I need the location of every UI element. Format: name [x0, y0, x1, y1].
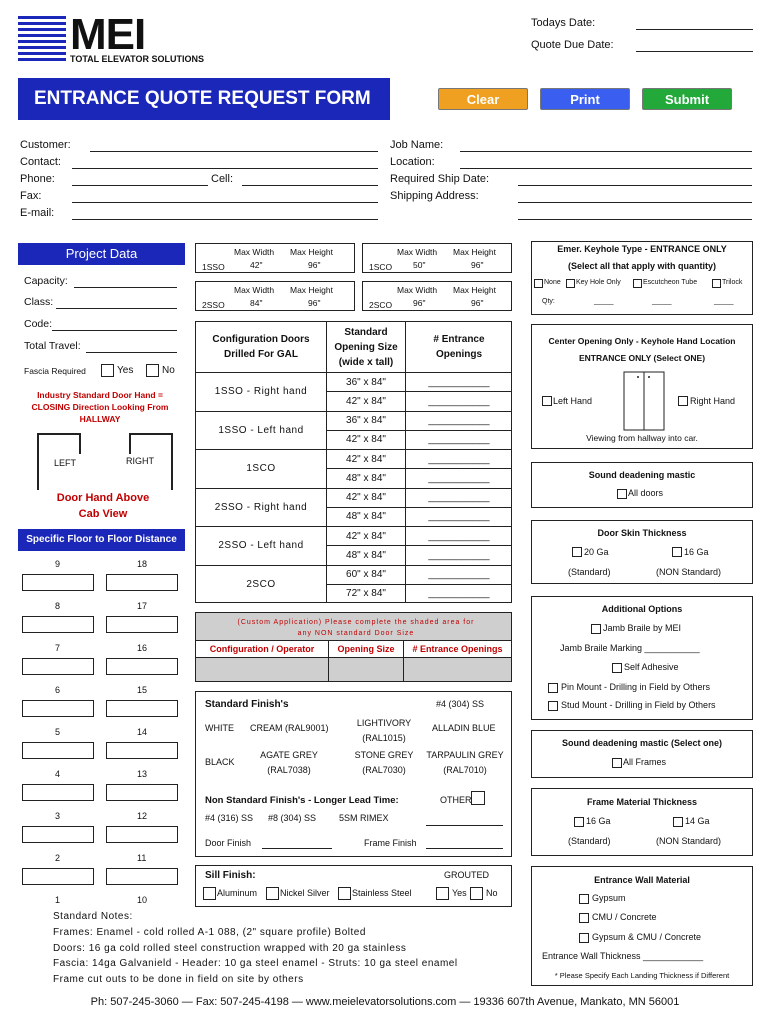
config-openings-input[interactable]: ___________ [406, 372, 512, 391]
size-max-width-label: Max Width [234, 285, 275, 295]
door-skin-16ga-label: 16 Ga [684, 547, 709, 557]
self-adhesive-label: Self Adhesive [624, 662, 679, 672]
floor-number: 10 [137, 895, 148, 905]
standard-finishes-title: Standard Finish's [205, 699, 289, 710]
size-height: 96" [308, 298, 321, 308]
custom-col2-header: Opening Size [328, 641, 404, 657]
config-col2-header: Standard Opening Size (wide x tall) [326, 322, 406, 372]
quote-due-date-field[interactable] [636, 51, 753, 52]
size-height: 96" [308, 260, 321, 270]
door-skin-20ga-label: 20 Ga [584, 547, 609, 557]
frame-standard: (Standard) [568, 836, 611, 846]
keyhole-qty-label: Qty: [542, 298, 555, 305]
custom-input-config[interactable] [196, 658, 328, 681]
finish-agate-grey: AGATE GREY (RAL7038) [260, 750, 318, 775]
pin-mount-checkbox[interactable] [548, 683, 558, 693]
standard-notes-title: Standard Notes: [53, 911, 133, 922]
frame-finish-label: Frame Finish [364, 838, 417, 848]
floor-distance-input[interactable] [106, 784, 178, 801]
finish-alladin-blue: ALLADIN BLUE [432, 723, 496, 733]
config-openings-input[interactable]: ___________ [406, 545, 512, 564]
door-finish-field[interactable] [262, 848, 332, 849]
floor-number: 12 [137, 811, 148, 821]
config-openings-input[interactable]: ___________ [406, 468, 512, 487]
config-openings-input[interactable]: ___________ [406, 565, 512, 584]
self-adhesive-checkbox[interactable] [612, 663, 622, 673]
shipping-address-field-1[interactable] [518, 202, 752, 203]
custom-col1-header: Configuration / Operator [209, 644, 315, 654]
wall-material-box [531, 866, 753, 986]
finish-cream: CREAM (RAL9001) [250, 723, 329, 733]
right-hand-checkbox[interactable] [678, 396, 688, 406]
door-hand-diagram [30, 430, 180, 492]
sound-mastic-box [531, 462, 753, 508]
all-doors-label: All doors [628, 488, 664, 498]
size-type: 1SSO [202, 262, 225, 272]
config-name: 1SCO [196, 449, 326, 488]
size-type: 2SCO [369, 300, 393, 310]
size-type: 2SSO [202, 300, 225, 310]
fascia-required-label: Fascia Required [24, 366, 86, 376]
config-opening-size: 36" x 84" [326, 372, 406, 391]
floor-number: 15 [137, 685, 148, 695]
standard-note-line: Fascia: 14ga Galvanield - Header: 10 ga steel enamel - Struts: 10 ga steel enamel [53, 958, 458, 969]
floor-distance-input[interactable] [22, 700, 94, 717]
floor-number: 16 [137, 643, 148, 653]
quote-due-date-label: Quote Due Date: [531, 39, 614, 51]
config-name: 2SCO [196, 565, 326, 604]
frame-finish-field[interactable] [426, 848, 503, 849]
size-width: 96" [413, 298, 426, 308]
door-finish-label: Door Finish [205, 838, 252, 848]
size-box-1sco [362, 243, 512, 273]
size-type: 1SCO [369, 262, 393, 272]
size-width: 42" [250, 260, 263, 270]
door-skin-20ga-checkbox[interactable] [572, 547, 582, 557]
finish-other-checkbox[interactable] [471, 791, 485, 805]
size-max-height-label: Max Height [290, 285, 333, 295]
center-opening-title: Center Opening Only - Keyhole Hand Location ENTRANCE ONLY (Select ONE) [548, 336, 736, 363]
phone-field[interactable] [72, 185, 208, 186]
config-openings-input[interactable]: ___________ [406, 430, 512, 449]
cmu-checkbox[interactable] [579, 913, 589, 923]
email-label: E-mail: [20, 207, 55, 219]
floor-distance-header: Specific Floor to Floor Distance [18, 529, 185, 551]
capacity-field[interactable] [74, 287, 177, 288]
custom-input-openings[interactable] [404, 658, 511, 681]
frame-14ga-label: 14 Ga [685, 816, 710, 826]
sill-aluminum-label: Aluminum [217, 888, 258, 898]
floor-number: 11 [137, 853, 147, 863]
config-opening-size: 42" x 84" [326, 430, 406, 449]
config-openings-input[interactable]: ___________ [406, 411, 512, 430]
floor-number: 4 [55, 769, 61, 779]
door-skin-standard: (Standard) [568, 567, 611, 577]
footer-contact: Ph: 507-245-3060 — Fax: 507-245-4198 — www.meielevatorsolutions.com — 19336 607th Avenue, Mankato, MN 56001 [90, 996, 680, 1008]
config-openings-input[interactable]: ___________ [406, 391, 512, 410]
size-max-width-label: Max Width [397, 285, 438, 295]
sill-grouted-label: GROUTED [444, 870, 489, 880]
form-title [18, 78, 390, 120]
cmu-label: CMU / Concrete [592, 912, 657, 922]
fax-label: Fax: [20, 190, 42, 202]
door-skin-box [531, 520, 753, 584]
door-skin-title: Door Skin Thickness [597, 528, 687, 538]
finish-white: WHITE [205, 723, 234, 733]
floor-distance-input[interactable] [106, 742, 178, 759]
size-height: 96" [471, 298, 484, 308]
config-opening-size: 42" x 84" [326, 391, 406, 410]
center-opening-door-icon [623, 371, 665, 431]
sound-mastic-title: Sound deadening mastic [588, 470, 696, 480]
total-travel-field[interactable] [86, 352, 177, 353]
sill-grouted-no-checkbox[interactable] [470, 887, 483, 900]
phone-label: Phone: [20, 173, 55, 185]
door-skin-nonstandard: (NON Standard) [656, 567, 722, 577]
floor-number: 8 [55, 601, 61, 611]
config-opening-size: 42" x 84" [326, 488, 406, 507]
gypsum-label: Gypsum [592, 893, 626, 903]
frame-material-box [531, 788, 753, 856]
floor-distance-input[interactable] [106, 658, 178, 675]
logo-stripes-icon [18, 14, 66, 62]
class-field[interactable] [56, 308, 177, 309]
size-max-height-label: Max Height [453, 285, 496, 295]
size-width: 84" [250, 298, 263, 308]
floor-distance-input[interactable] [22, 742, 94, 759]
config-name: 1SSO - Right hand [196, 372, 326, 411]
finish-8-304-ss: #8 (304) SS [268, 813, 317, 823]
floor-number: 3 [55, 811, 61, 821]
nonstandard-finishes-title: Non Standard Finish's - Longer Lead Time: [205, 795, 399, 806]
floor-distance-input[interactable] [106, 868, 178, 885]
keyhole-none-checkbox[interactable] [534, 279, 543, 288]
config-table [195, 321, 512, 603]
code-label: Code: [24, 318, 53, 330]
project-data-header: Project Data [18, 243, 185, 265]
fascia-yes-checkbox[interactable] [101, 364, 114, 377]
submit-button[interactable]: Submit [642, 88, 732, 110]
floor-number: 1 [55, 895, 61, 905]
sill-stainless-label: Stainless Steel [352, 888, 412, 898]
floor-distance-input[interactable] [106, 826, 178, 843]
frame-14ga-checkbox[interactable] [673, 817, 683, 827]
floor-number: 18 [137, 559, 148, 569]
gypsum-cmu-label: Gypsum & CMU / Concrete [592, 932, 702, 942]
fascia-no-label: No [162, 365, 175, 376]
config-opening-size: 42" x 84" [326, 526, 406, 545]
config-opening-size: 48" x 84" [326, 545, 406, 564]
finish-tarpaulin-grey: TARPAULIN GREY (RAL7010) [426, 750, 504, 775]
config-name: 1SSO - Left hand [196, 411, 326, 450]
contact-field[interactable] [72, 168, 378, 169]
config-openings-input[interactable]: ___________ [406, 488, 512, 507]
custom-application-note: (Custom Application) Please complete the shaded area for any NON standard Door Size [237, 619, 475, 637]
job-name-label: Job Name: [390, 139, 444, 151]
class-label: Class: [24, 296, 54, 308]
door-hand-caption: Door Hand Above Cab View [56, 492, 150, 520]
stud-mount-checkbox[interactable] [548, 701, 558, 711]
keyhole-subtitle: (Select all that apply with quantity) [567, 261, 717, 271]
floor-number: 7 [55, 643, 61, 653]
jamb-braile-marking[interactable]: Jamb Braile Marking ___________ [560, 643, 700, 653]
custom-col3-header: # Entrance Openings [412, 644, 503, 654]
keyhole-box [531, 241, 753, 315]
center-opening-box [531, 324, 753, 449]
door-skin-16ga-checkbox[interactable] [672, 547, 682, 557]
finish-black: BLACK [205, 757, 235, 767]
frame-material-title: Frame Material Thickness [586, 797, 698, 807]
config-openings-input[interactable]: ___________ [406, 507, 512, 526]
print-button[interactable]: Print [540, 88, 630, 110]
size-width: 50" [413, 260, 426, 270]
config-opening-size: 48" x 84" [326, 468, 406, 487]
custom-application-block [195, 612, 512, 682]
sill-box [195, 865, 512, 907]
logo-tagline: TOTAL ELEVATOR SOLUTIONS [70, 54, 205, 64]
config-name: 2SSO - Left hand [196, 526, 326, 565]
sill-nickel-checkbox[interactable] [266, 887, 279, 900]
clear-button[interactable]: Clear [438, 88, 528, 110]
sound-mastic-frames-title: Sound deadening mastic (Select one) [561, 738, 723, 748]
floor-number: 14 [137, 727, 148, 737]
keyhole-trilock-checkbox[interactable] [712, 279, 721, 288]
left-hand-label: LEFT [54, 458, 77, 468]
size-height: 96" [471, 260, 484, 270]
fascia-yes-label: Yes [117, 365, 134, 376]
location-field[interactable] [460, 168, 752, 169]
cell-label: Cell: [211, 173, 234, 185]
finish-4-304-ss: #4 (304) SS [436, 699, 485, 709]
fascia-no-checkbox[interactable] [146, 364, 159, 377]
finish-other-label: OTHER [440, 795, 472, 805]
standard-note-line: Frames: Enamel - cold rolled A-1 088, (2" square profile) Bolted [53, 927, 366, 938]
left-hand-option: Left Hand [553, 396, 593, 406]
additional-options-title: Additional Options [601, 604, 683, 614]
frame-nonstandard: (NON Standard) [656, 836, 722, 846]
shipping-address-field-2[interactable] [518, 219, 752, 220]
keyhole-qty-3[interactable]: _____ [714, 298, 734, 305]
floor-distance-input[interactable] [22, 784, 94, 801]
all-frames-checkbox[interactable] [612, 758, 622, 768]
gypsum-cmu-checkbox[interactable] [579, 933, 589, 943]
config-col1-header: Configuration Doors Drilled For GAL [212, 334, 310, 360]
config-opening-size: 60" x 84" [326, 565, 406, 584]
keyhole-trilock-label: Trilock [722, 279, 743, 286]
sill-grouted-yes-checkbox[interactable] [436, 887, 449, 900]
keyhole-none-label: None [544, 279, 561, 286]
config-openings-input[interactable]: ___________ [406, 449, 512, 468]
pin-mount-label: Pin Mount - Drilling in Field by Others [561, 682, 711, 692]
sill-title: Sill Finish: [205, 870, 256, 881]
floor-number: 13 [137, 769, 148, 779]
config-opening-size: 36" x 84" [326, 411, 406, 430]
config-rows [196, 372, 512, 603]
wall-thickness-note: * Please Specify Each Landing Thickness if Different [554, 971, 730, 980]
additional-options-box [531, 596, 753, 720]
ship-date-field[interactable] [518, 185, 752, 186]
wall-material-title: Entrance Wall Material [594, 875, 690, 885]
keyhole-escutcheon-label: Escutcheon Tube [643, 279, 698, 286]
finish-stone-grey: STONE GREY (RAL7030) [354, 750, 414, 775]
shipping-address-label: Shipping Address: [390, 190, 479, 202]
sill-nickel-label: Nickel Silver [280, 888, 330, 898]
floor-distance-input[interactable] [22, 616, 94, 633]
standard-note-line: Frame cut outs to be done in field on site by others [53, 974, 304, 985]
stud-mount-label: Stud Mount - Drilling in Field by Others [561, 700, 716, 710]
todays-date-label: Todays Date: [531, 17, 596, 29]
floor-distance-input[interactable] [22, 826, 94, 843]
floor-number: 6 [55, 685, 61, 695]
all-doors-checkbox[interactable] [617, 489, 627, 499]
floor-number: 2 [55, 853, 61, 863]
finishes-box [195, 691, 512, 857]
keyhole-escutcheon-checkbox[interactable] [633, 279, 642, 288]
sill-aluminum-checkbox[interactable] [203, 887, 216, 900]
custom-header-row [196, 640, 511, 658]
keyhole-keyhole-checkbox[interactable] [566, 279, 575, 288]
finish-316-ss: #4 (316) SS [205, 813, 254, 823]
keyhole-qty-1[interactable]: _____ [594, 298, 614, 305]
keyhole-title: Emer. Keyhole Type - ENTRANCE ONLY [557, 244, 727, 254]
total-travel-label: Total Travel: [24, 340, 81, 352]
sound-mastic-frames-box [531, 730, 753, 778]
size-max-width-label: Max Width [234, 247, 275, 257]
floor-distance-input[interactable] [22, 868, 94, 885]
logo [18, 10, 208, 64]
form-title-text: ENTRANCE QUOTE REQUEST FORM [34, 88, 371, 109]
floor-distance-input[interactable] [22, 574, 94, 591]
config-opening-size: 42" x 84" [326, 449, 406, 468]
cell-field[interactable] [242, 185, 378, 186]
sill-stainless-checkbox[interactable] [338, 887, 351, 900]
finish-lightivory: LIGHTIVORY (RAL1015) [356, 718, 412, 743]
floor-distance-input[interactable] [106, 700, 178, 717]
right-hand-option: Right Hand [690, 396, 736, 406]
code-field[interactable] [52, 330, 177, 331]
door-hand-note: Industry Standard Door Hand = CLOSING Direction Looking From HALLWAY [31, 390, 169, 424]
contact-label: Contact: [20, 156, 61, 168]
config-opening-size: 48" x 84" [326, 507, 406, 526]
keyhole-qty-2[interactable]: _____ [652, 298, 672, 305]
size-box-2sso [195, 281, 355, 311]
standard-note-line: Doors: 16 ga cold rolled steel construction wrapped with 20 ga stainless [53, 943, 407, 954]
floor-distance-input[interactable] [106, 616, 178, 633]
custom-input-size[interactable] [328, 658, 404, 681]
size-max-width-label: Max Width [397, 247, 438, 257]
email-field[interactable] [72, 219, 378, 220]
config-opening-size: 72" x 84" [326, 584, 406, 603]
jamb-braile-label: Jamb Braile by MEI [603, 623, 682, 633]
size-box-2sco [362, 281, 512, 311]
customer-label: Customer: [20, 139, 71, 151]
floor-distance-input[interactable] [22, 658, 94, 675]
job-name-field[interactable] [460, 151, 752, 152]
capacity-label: Capacity: [24, 275, 68, 287]
wall-thickness-field[interactable]: Entrance Wall Thickness ____________ [542, 951, 704, 961]
floor-number: 5 [55, 727, 61, 737]
floor-distance-input[interactable] [106, 574, 178, 591]
frame-16ga-checkbox[interactable] [574, 817, 584, 827]
center-opening-caption: Viewing from hallway into car. [586, 433, 698, 443]
all-frames-label: All Frames [623, 757, 667, 767]
todays-date-field[interactable] [636, 29, 753, 30]
fax-field[interactable] [72, 202, 378, 203]
size-box-1sso [195, 243, 355, 273]
right-hand-label: RIGHT [126, 456, 154, 466]
floor-number: 17 [137, 601, 148, 611]
sill-grouted-no-label: No [486, 888, 498, 898]
sill-grouted-yes-label: Yes [452, 888, 467, 898]
ship-date-label: Required Ship Date: [390, 173, 490, 185]
finish-other-field[interactable] [426, 825, 503, 826]
config-openings-input[interactable]: ___________ [406, 584, 512, 603]
size-max-height-label: Max Height [453, 247, 496, 257]
floor-number: 9 [55, 559, 61, 569]
left-hand-checkbox[interactable] [542, 396, 552, 406]
config-openings-input[interactable]: ___________ [406, 526, 512, 545]
finish-5sm-rimex: 5SM RIMEX [339, 813, 389, 823]
customer-field[interactable] [90, 151, 378, 152]
location-label: Location: [390, 156, 435, 168]
size-max-height-label: Max Height [290, 247, 333, 257]
jamb-braile-checkbox[interactable] [591, 624, 601, 634]
config-col3-header: # Entrance Openings [433, 334, 485, 360]
keyhole-keyhole-label: Key Hole Only [576, 279, 621, 286]
config-name: 2SSO - Right hand [196, 488, 326, 527]
gypsum-checkbox[interactable] [579, 894, 589, 904]
frame-16ga-label: 16 Ga [586, 816, 611, 826]
logo-text: MEI [70, 10, 146, 59]
